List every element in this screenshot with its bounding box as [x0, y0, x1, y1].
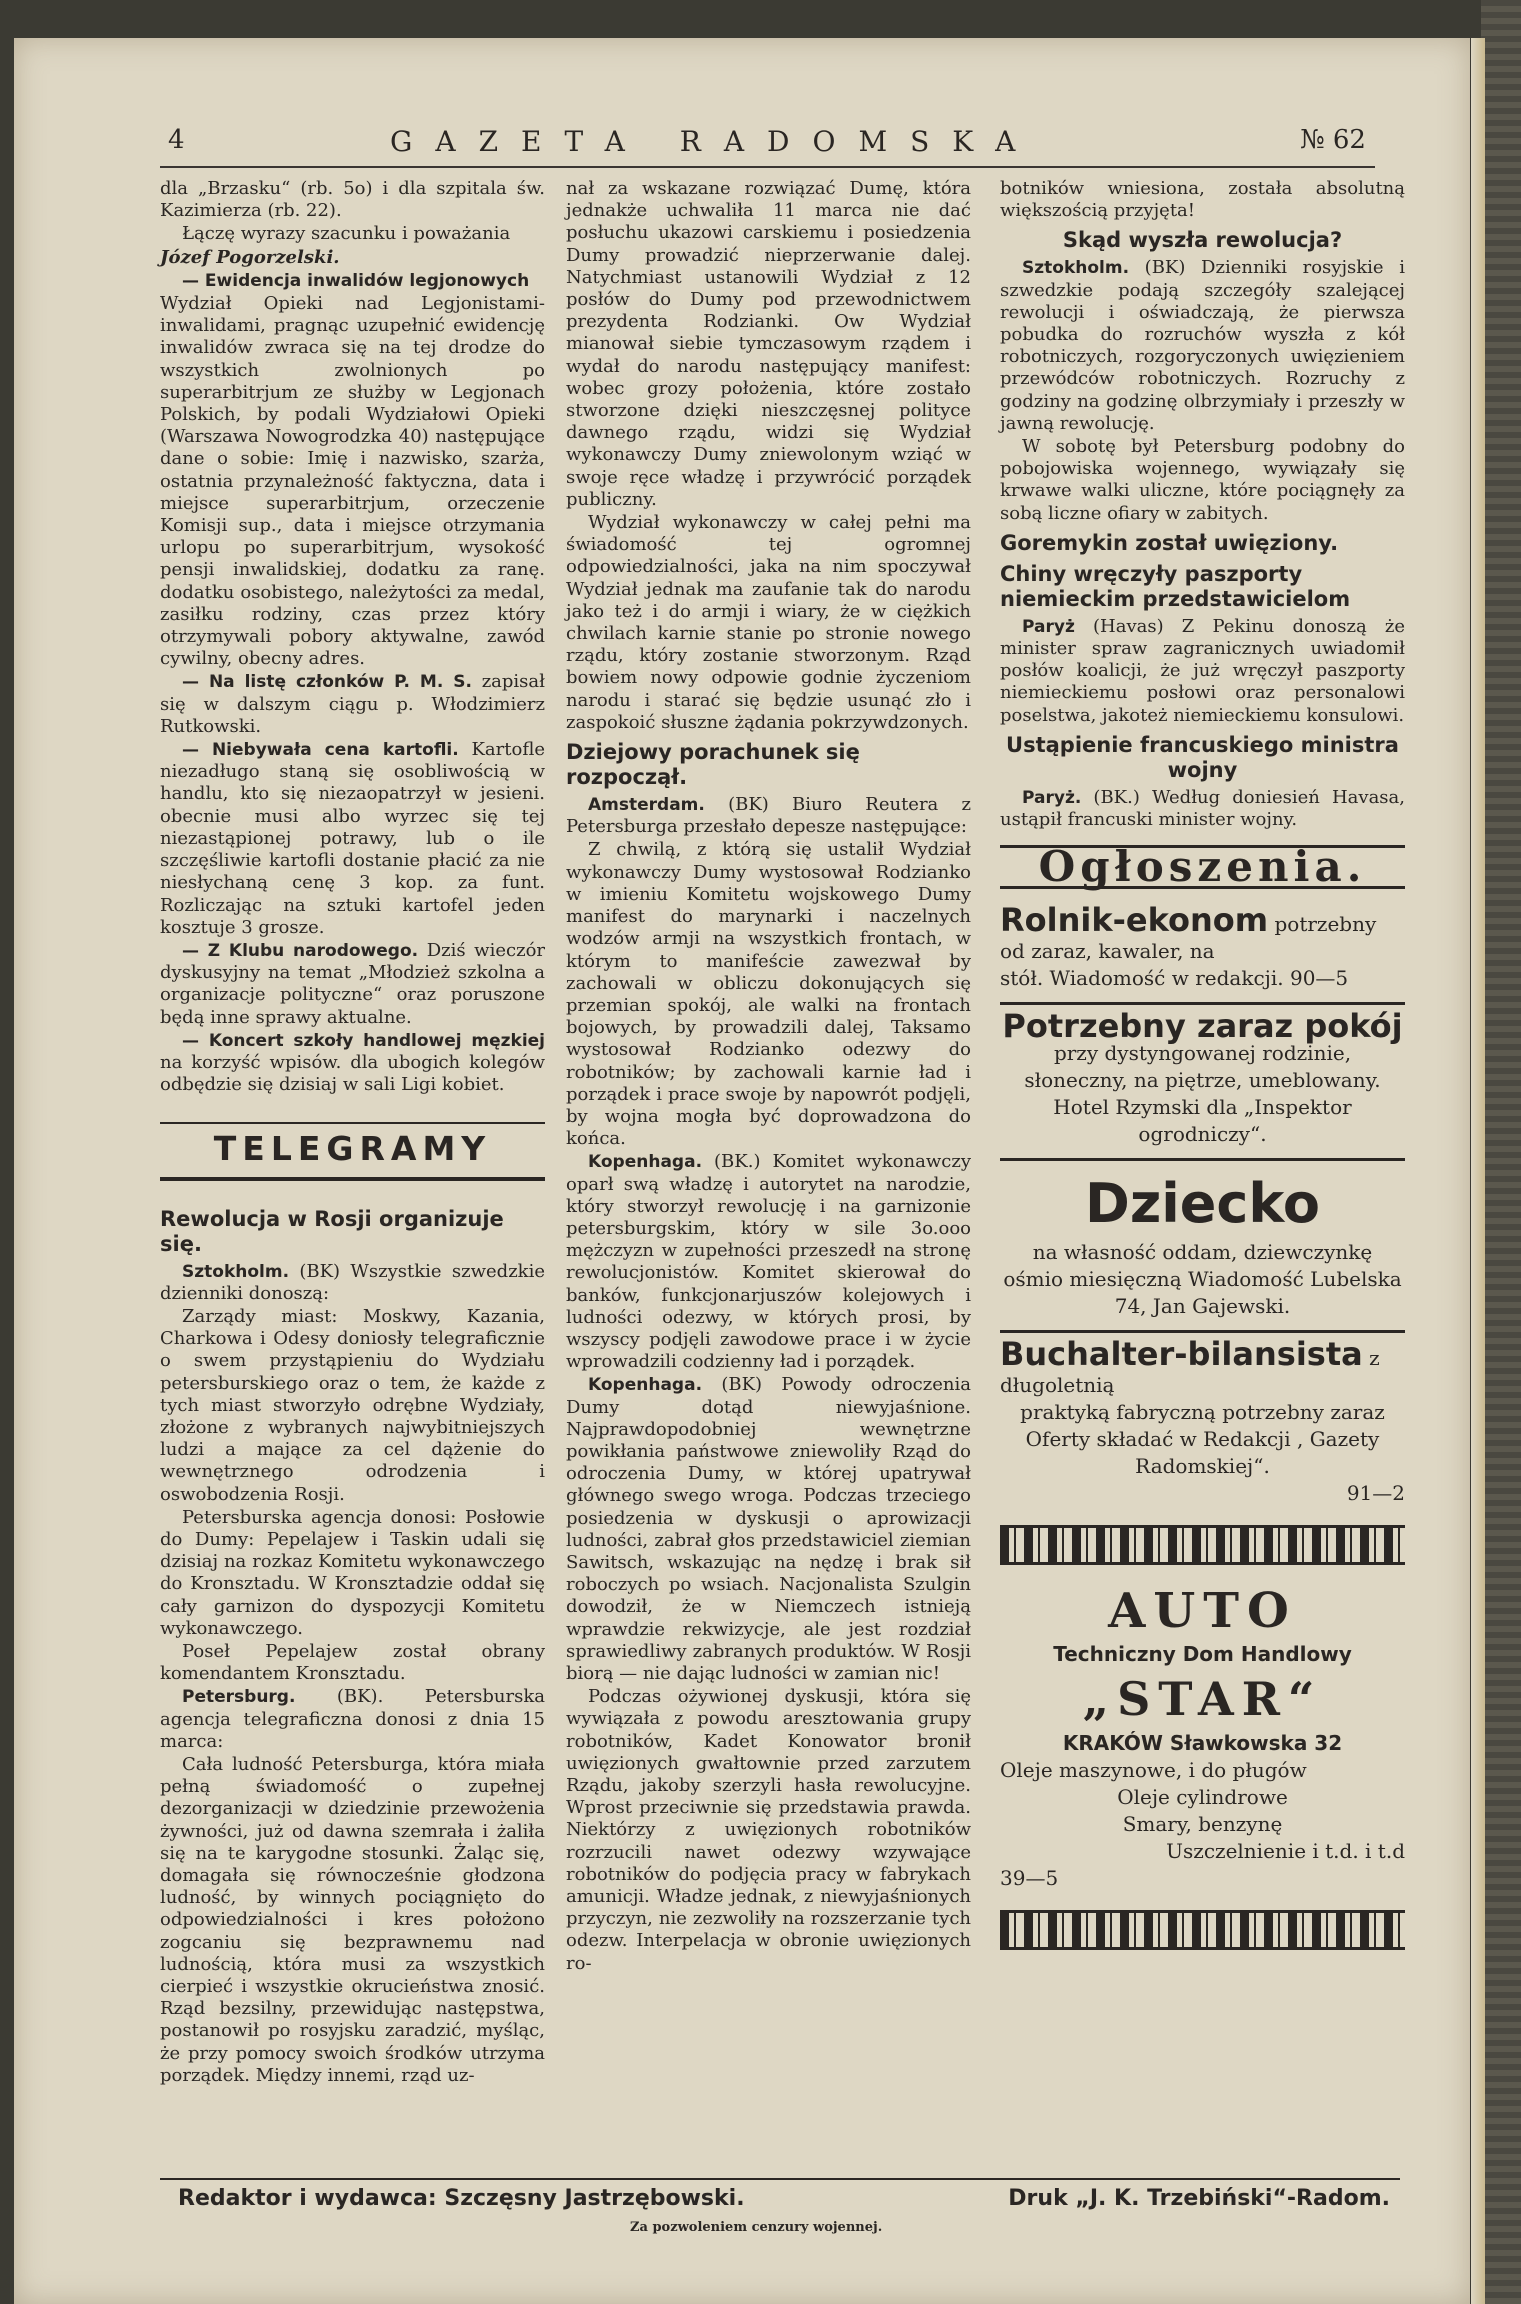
dateline: Sztokholm.	[1022, 258, 1130, 279]
article-heading: — Koncert szkoły handlowej męzkiej	[182, 1030, 545, 1051]
article-text: dla „Brzasku“ (rb. 5o) i dla szpitala św. Kazimierza (rb. 22).	[160, 178, 545, 222]
article-text: Cała ludność Petersburga, która miała pełną świadomość o zupełnej dezorganizacji w dziedzinie przewożenia żywności, już od dawna szemrała i żaliła się na te karygodne stosunki. Żaląc się, domagała się równocześnie głodzona ludność, by winnych pociągnięto do odpowiedzialności i kres położono zogcaniu się bezprawnemu nad ludnością, która musi za wszystkich cierpieć i wszystkie okrucieństwa znosić. Rząd bezsilny, przewidując następstwa, postanowił po rosyjsku zaradzić, myśląc, że przy pomocy swoich środków utrzyma porządek. Między innemi, rząd uz-	[160, 1754, 545, 2086]
article-heading: — Niebywała cena kartofli.	[182, 740, 459, 761]
article-heading: Goremykin został uwięziony.	[1000, 530, 1339, 555]
dateline: Sztokholm.	[182, 1261, 290, 1282]
article-text: botników wniesiona, została absolutną większością przyjęta!	[1000, 178, 1405, 222]
article-text: (BK) Wszystkie szwedzkie dzienniki donoszą:	[160, 1260, 545, 1304]
ad-brand: „STAR“	[1082, 1672, 1323, 1727]
ad-pokoj	[1000, 1005, 1405, 1161]
newspaper-title: GAZETA RADOMSKA	[390, 125, 1039, 158]
article-heading: Ustąpienie francuskiego ministra wojny	[1006, 732, 1399, 782]
page-edge	[1471, 38, 1485, 2304]
dateline: Kopenhaga.	[588, 1152, 703, 1173]
ad-auto-star	[1000, 1573, 1405, 1902]
section-title-telegramy: TELEGRAMY	[160, 1122, 545, 1180]
dateline: Petersburg.	[182, 1687, 296, 1708]
article-paragraph	[160, 1686, 545, 1753]
ad-headline: AUTO	[1108, 1583, 1297, 1640]
article-paragraph	[566, 794, 971, 838]
article-text: Z chwilą, z którą się ustalił Wydział wykonawczy Dumy wystosował Rodzianko w imieniu Komitetu wojskowego Dumy manifest do marynarki i naczelnych wodzów armji na wszystkich frontach, w którym to manifeście zawezwał by zachowali w obliczu dokonujących się przemian spokój, ale walki na frontach bojowych, by prowadzili dalej, Taksamo wystosował Rodzianko odezwy do robotników; by zachowali karnie ład i porządek i prace swoje by napowrót podjęli, by wojna mogła być doprowadzona do końca.	[566, 839, 971, 1150]
ornament-border	[1000, 1525, 1405, 1565]
ad-headline: Potrzebny zaraz pokój	[1002, 1007, 1403, 1046]
article-paragraph	[1000, 257, 1405, 435]
article-text: Łączę wyrazy szacunku i poważania	[182, 223, 511, 245]
article-text: Wydział wykonawczy w całej pełni ma świadomość tej ogromnej odpowiedzialności, jaka na nim spoczywał Wydział jednak ma zaufanie tak do narodu jako też i do armji i wiary, że w ciężkich chwilach karnie stanie po stronie nowego rządu, który zostanie stworzonym. Rząd bowiem nowy odpowie godnie życzeniom narodu i starać się będzie usunąć zło i zaspokoić słuszne żądania pokrzywdzonych.	[566, 512, 971, 733]
article-text: nał za wskazane rozwiązać Dumę, która jednakże uchwaliła 11 marca nie dać posłuchu ukazowi carskiemu i posiedzenia Dumy prowadzić nieprzerwanie dalej. Natychmiast ustanowili Wydział z 12 posłów do Dumy pod przewodnictwem prezydenta Rodzianki. Ow Wydział mianował siebie tymczasowym rządem i wydał do narodu następujący manifest: wobec grozy położenia, które zostało stworzone dzięki nieszczęsnej polityce dawnego rządu, widzi się Wydział wykonawczy Dumy zniewolonym wziąć w swoje ręce władzę i przywrócić porządek publiczny.	[566, 178, 971, 510]
column-2	[566, 178, 971, 1976]
ad-text: potrzebny od zaraz, kawaler, na	[1000, 912, 1377, 964]
ad-address: KRAKÓW Sławkowska 32	[1062, 1731, 1343, 1756]
column-1	[160, 178, 545, 2088]
article-text: (Havas) Z Pekinu donoszą że minister spraw zagranicznych uwiadomił posłów koalicji, że już wręczył paszporty niemieckiemu posłowi oraz personalowi poselstwa, jakoteż niemieckiemu konsulowi.	[1000, 615, 1405, 726]
article-paragraph	[566, 1151, 971, 1373]
censor-note: Za pozwoleniem cenzury wojennej.	[630, 2220, 883, 2235]
ornament-border	[1000, 1910, 1405, 1950]
article-text: Podczas ożywionej dyskusji, która się wywiązała z powodu aresztowania grupy robotników, Kadet Konowator bronił uwięzionych gwałtownie przed zarzutem Rządu, jakoby szerzyli hasła rewolucyjne. Wprost przeciwnie się przedstawia prawda. Niektórzy z uwięzionych robotników rozrzucili nawet odezwy wzywające robotników do podjęcia pracy w fabrykach amunicji. Władze jednak, z niewyjaśnionych przyczyn, nie zezwoliły na rozszerzanie tych odezw. Interpelacja w obronie uwięzionych ro-	[566, 1686, 971, 1974]
article-text: (BK.) Według doniesień Havasa, ustąpił francuski minister wojny.	[1000, 786, 1405, 831]
article-paragraph	[160, 1030, 545, 1097]
article-heading: — Na listę członków P. M. S.	[182, 672, 472, 693]
article-heading: Dziejowy porachunek się rozpoczął.	[566, 740, 860, 790]
article-text: (BK) Dzienniki rosyjskie i szwedzkie podają szczegóły szalejącej rewolucji i oświadczają, że pierwsza pobudka do rozruchów wyszła z kół robotniczych, rozgoryczonych uwięzieniem przewódców robotniczych. Rozruchy z godziny na godzinę olbrzymiały i przeszły w jawną rewolucję.	[1000, 257, 1405, 434]
ad-item: Uszczelnienie i t.d. i t.d	[1166, 1839, 1405, 1864]
ad-headline: Buchalter-bilansista	[1000, 1335, 1363, 1374]
dateline: Paryż.	[1022, 787, 1082, 808]
article-heading: Skąd wyszła rewolucja?	[1062, 228, 1343, 253]
ad-text: praktyką fabryczną potrzebny zaraz Oferty składać w Redakcji , Gazety Radomskiej“.	[1020, 1400, 1385, 1479]
ad-code: 39—5	[1000, 1866, 1059, 1891]
article-text: (BK) Powody odroczenia Dumy dotąd niewyjaśnione. Najprawdopodobniej wewnętrzne powikłania państwowe zniewoliły Rząd do odroczenia Dumy, w której upatrywał głównego swego wroga. Podczas trzeciego posiedzenia w dyskusji o aprowizacji ludności, zabrał głos przedstawiciel ziemian Sawitsch, wskazując na nędzę i brak sił roboczych po wsiach. Nacjonalista Szulgin dowodził, że w Niemczech istnieją wprawdzie rekwizycje, ale jest rozdział sprawiedliwy zabranych produktów. W Rosji biorą — nie dając ludności w zamian nic!	[566, 1374, 971, 1684]
ad-text: z długoletnią	[1000, 1346, 1380, 1398]
editor-credit: Redaktor i wydawca: Szczęsny Jastrzębowski.	[178, 2186, 745, 2211]
article-text: (BK). Petersburska agencja telegraficzna donosi z dnia 15 marca:	[160, 1686, 545, 1752]
article-paragraph	[160, 739, 545, 939]
ad-text: przy dystyngowanej rodzinie, słoneczny, na piętrze, umeblowany. Hotel Rzymski dla „Inspektor ogrodniczy“.	[1024, 1041, 1381, 1147]
article-text: (BK.) Komitet wykonawczy oparł swą władzę i autorytet na narodzie, który stworzył rewolucję i na garnizonie petersburgskim, który w sile 3o.ooo mężczyzn w zupełności przeszedł na stronę rewolucjonistów. Komitet skierował do banków, funkcjonarjuszów kolejowych i ludności odezwy, w których prosi, by wszyscy podjęli zawodowe prace i w życie wprowadzili codzienny ład i porządek.	[566, 1151, 971, 1373]
article-text: Dziś wieczór dyskusyjny na temat „Młodzież szkolna a organizacje polityczne“ oraz poruszone będą inne sprawy aktualne.	[160, 939, 546, 1028]
ad-item: Oleje maszynowe, i do pługów	[1000, 1758, 1307, 1783]
article-heading: — Z Klubu narodowego.	[182, 940, 419, 961]
article-heading: — Ewidencja inwalidów legjonowych	[182, 270, 530, 291]
article-paragraph	[160, 671, 545, 738]
dateline: Paryż	[1022, 616, 1075, 637]
ad-headline: Dziecko	[1085, 1172, 1320, 1236]
header-rule	[160, 166, 1375, 168]
article-text: Kartofle niezadługo staną się osobliwością w handlu, kto się niezaopatrzył w jesieni. obecnie musi albo wyrzec się tej niezastąpionej potrawy, lub o ile szczęśliwie kartofli dostanie płacić za nie niesłychaną cenę 3 kop. za funt. Rozliczając na sztuki kartofel jeden kosztuje 3 grosze.	[160, 739, 545, 938]
article-text: Zarządy miast: Moskwy, Kazania, Charkowa i Odesy doniosły telegraficznie o swem przystąpieniu do Wydziału petersburskiego oraz o tem, że każde z tych miast stworzyło odrębne Wydziały, złożone z wybranych najwybitniejszych ludzi a mające za cel dążenie do wewnętrznego odrodzenia i oswobodzenia Rosji.	[160, 1305, 545, 1505]
ad-headline: Rolnik-ekonom	[1000, 901, 1269, 940]
article-text: Poseł Pepelajew został obrany komendantem Kronsztadu.	[160, 1640, 545, 1685]
page-footer	[160, 2178, 1400, 2235]
issue-number: № 62	[1300, 125, 1366, 155]
dateline: Kopenhaga.	[588, 1375, 703, 1396]
article-heading: Rewolucja w Rosji organizuje się.	[160, 1206, 504, 1256]
ad-buchalter	[1000, 1333, 1405, 1517]
signature: Józef Pogorzelski.	[160, 246, 340, 268]
page-number: 4	[168, 125, 185, 155]
ad-code: 91—2	[1346, 1481, 1405, 1506]
article-paragraph	[160, 1261, 545, 1305]
ad-subtitle: Techniczny Dom Handlowy	[1053, 1642, 1352, 1667]
page-header	[150, 125, 1380, 163]
column-3	[1000, 178, 1405, 1958]
ad-item: Oleje cylindrowe	[1117, 1785, 1288, 1810]
dateline: Amsterdam.	[588, 795, 705, 816]
article-text: (BK) Biuro Reutera z Petersburga przesłało depesze następujące:	[566, 794, 971, 838]
article-text: na korzyść wpisów. dla ubogich kolegów odbędzie się dzisiaj w sali Ligi kobiet.	[160, 1051, 545, 1096]
article-text: zapisał się w dalszym ciągu p. Włodzimierz Rutkowski.	[160, 671, 545, 737]
ad-text: stół. Wiadomość w redakcji.	[1000, 966, 1284, 991]
article-paragraph	[566, 1374, 971, 1685]
ad-dziecko	[1000, 1161, 1405, 1333]
article-paragraph	[1000, 616, 1405, 727]
article-text: W sobotę był Petersburg podobny do pobojowiska wojennego, wywiązały się krwawe walki uliczne, które pociągnęły za sobą liczne ofiary w zabitych.	[1000, 436, 1405, 524]
article-text: Petersburska agencja donosi: Posłowie do Dumy: Pepelajew i Taskin udali się dzisiaj na rozkaz Komitetu wykonawczego do Kronsztadu. W Kronsztadzie oddał się cały garnizon do dyspozycji Komitetu wykonawczego.	[160, 1506, 545, 1639]
ad-rolnik-ekonom	[1000, 899, 1405, 1005]
ad-code: 90—5	[1289, 966, 1349, 991]
ad-item: Smary, benzynę	[1122, 1812, 1283, 1837]
article-heading: Chiny wręczyły paszporty niemieckim przedstawicielom	[1000, 561, 1351, 611]
book-binding	[1481, 0, 1521, 2304]
article-text: Wydział Opieki nad Legjonistami-inwalidami, pragnąc uzupełnić ewidencję inwalidów zwraca się na tej drodze do wszystkich zwolnionych po superarbitrjum ze służby w Legjonach Polskich, by podali Wydziałowi Opieki (Warszawa Nowogrodzka 40) następujące dane o sobie: Imię i nazwisko, szarża, ostatnia przynależność faktyczna, data i miejsce superarbitrjum, orzeczenie Komisji sup., data i miejsce otrzymania urlopu po superarbitrjum, wysokość pensji inwalidskiej, dodatku za ranę. dodatku osobistego, należytości za medal, zasiłku rodziny, czas przez który otrzymywali pobory aktywalne, zawód cywilny, obecny adres.	[160, 293, 545, 670]
ad-text: na własność oddam, dziewczynkę ośmio miesięczną Wiadomość Lubelska 74, Jan Gajewski.	[1003, 1240, 1402, 1319]
article-paragraph	[160, 940, 545, 1029]
printer-credit: Druk „J. K. Trzebiński“-Radom.	[1008, 2186, 1390, 2211]
ads-section-title: Ogłoszenia.	[1000, 845, 1405, 889]
article-paragraph	[1000, 787, 1405, 831]
